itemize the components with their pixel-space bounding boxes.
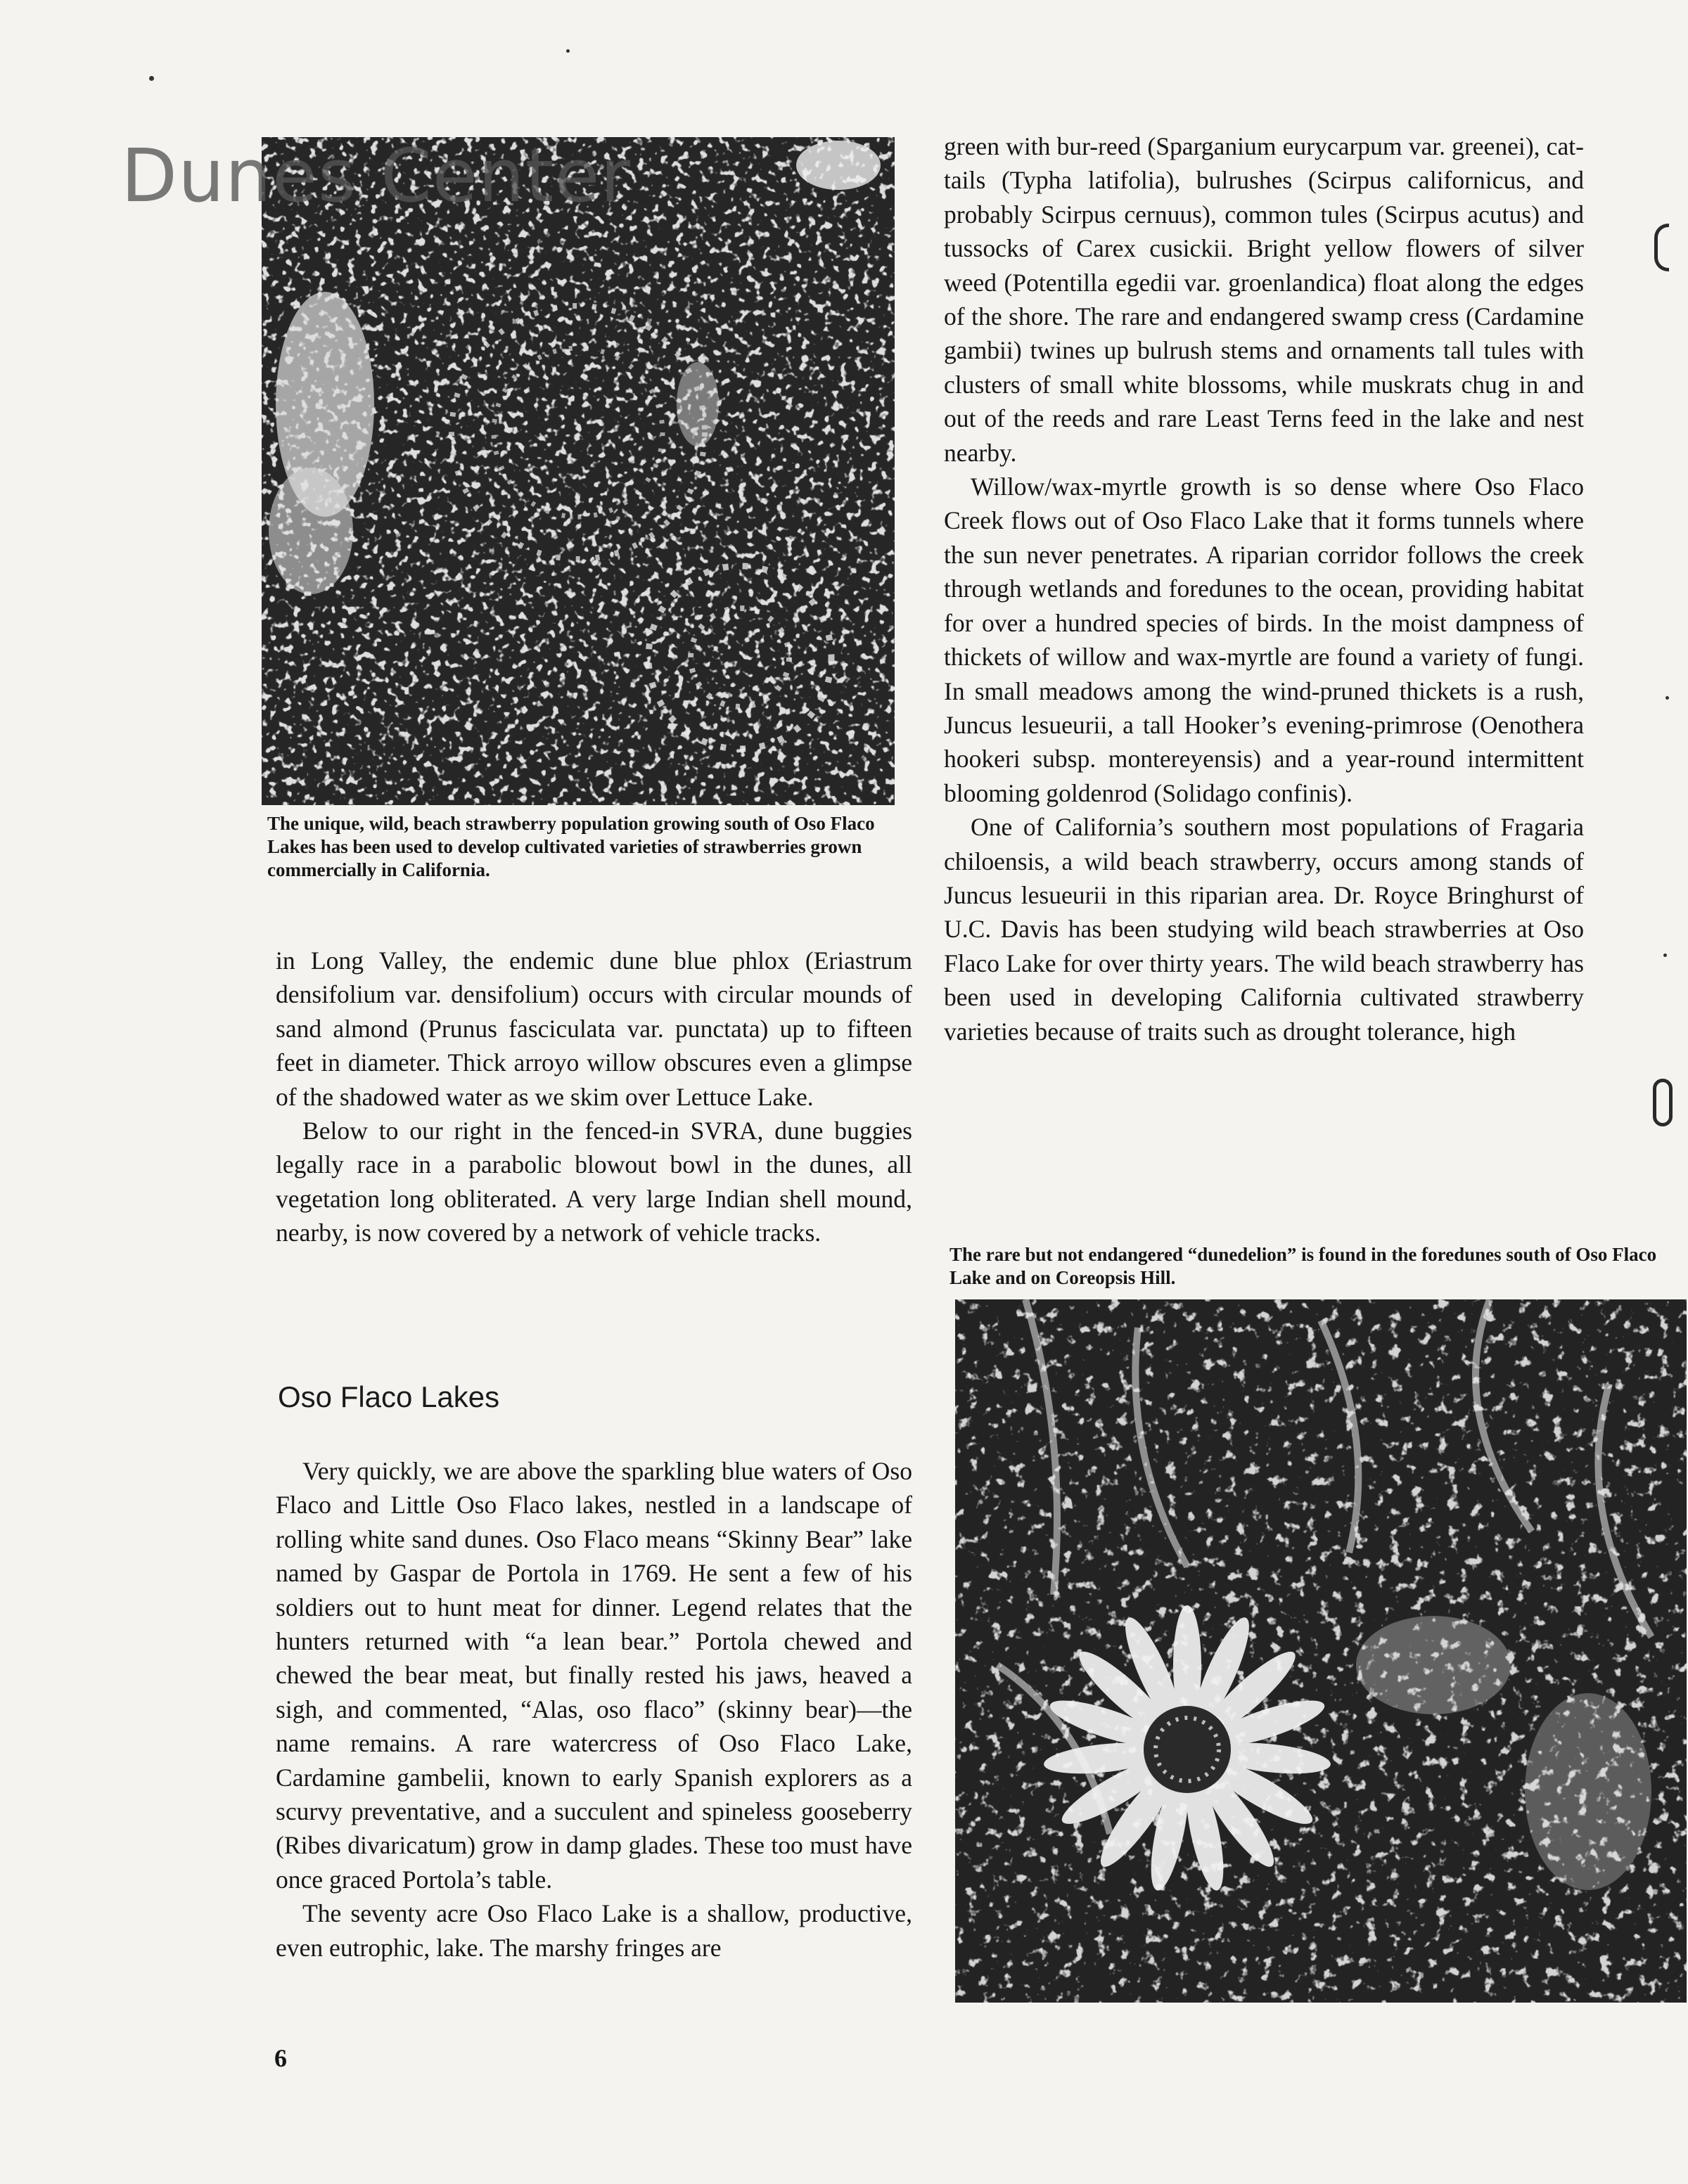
dunedelion-photo-caption: The rare but not endangered “dunedelion” is found in the foredunes south of Oso Flaco Lake and on Coreopsis Hill.	[950, 1244, 1657, 1288]
strawberry-photo-image	[262, 137, 895, 805]
left-paragraph-2: Below to our right in the fenced-in SVRA, dune buggies legally race in a parabolic blowout bowl in the dunes, all vegetation long obliterated. A very large Indian shell mound, nearby, is now covered by a network of vehicle tracks.	[276, 1117, 912, 1247]
binder-hole-middle	[1653, 1079, 1673, 1126]
scan-speck	[149, 76, 154, 81]
dunedelion-photo-image	[955, 1299, 1687, 2003]
right-paragraph-2: Willow/wax-myrtle growth is so dense where Oso Flaco Creek flows out of Oso Flaco Lake that it forms tunnels where the sun never penetrates. A riparian corridor follows the creek through wetlands and foredunes to the ocean, providing habitat for over a hundred species of birds. In the moist dampness of thickets of willow and wax-myrtle are found a variety of fungi. In small meadows among the wind-pruned thickets is a rush, Juncus lesueurii, a tall Hooker’s evening-primrose (Oenothera hookeri subsp. montereyensis) and a year-round intermittent blooming goldenrod (Solidago confinis).	[944, 473, 1584, 807]
left-column-bottom	[276, 1454, 912, 1965]
strawberry-photo-caption: The unique, wild, beach strawberry population growing south of Oso Flaco Lakes has been used to develop cultivated varieties of strawberries grown commercially in California.	[267, 813, 875, 880]
section-heading-oso-flaco-lakes: Oso Flaco Lakes	[278, 1380, 500, 1413]
left-paragraph-1: in Long Valley, the endemic dune blue phlox (Eriastrum densifolium var. densifolium) occurs with circular mounds of sand almond (Prunus fasciculata var. punctata) up to fifteen feet in diameter. Thick arroyo willow obscures even a glimpse of the shadowed water as we skim over Lettuce Lake.	[276, 946, 912, 1111]
page-number: 6	[274, 2044, 287, 2072]
scan-speck	[566, 49, 570, 53]
right-column	[944, 129, 1584, 1048]
watermark-dunes-center: Dunes Center	[121, 133, 632, 219]
left-paragraph-4: The seventy acre Oso Flaco Lake is a shallow, productive, even eutrophic, lake. The marshy fringes are	[276, 1899, 912, 1962]
dunedelion-photo	[955, 1299, 1687, 2003]
scan-speck	[1663, 953, 1667, 957]
left-column-top	[276, 944, 912, 1250]
right-paragraph-1: green with bur-reed (Sparganium eurycarpum var. greenei), cat-tails (Typha latifolia), bulrushes (Scirpus californicus, and probably Scirpus cernuus), common tules (Scirpus acutus) and tussocks of Carex cusickii. Bright yellow flowers of silver weed (Potentilla egedii var. groenlandica) float along the edges of the shore. The rare and endangered swamp cress (Cardamine gambii) twines up bulrush stems and ornaments tall tules with clusters of small white blossoms, while muskrats chug in and out of the reeds and rare Least Terns feed in the lake and nest nearby.	[944, 132, 1584, 467]
strawberry-photo	[262, 137, 895, 805]
binder-hole-top	[1654, 224, 1669, 271]
scan-speck	[1665, 696, 1669, 700]
left-paragraph-3: Very quickly, we are above the sparkling blue waters of Oso Flaco and Little Oso Flaco lakes, nestled in a landscape of rolling white sand dunes. Oso Flaco means “Skinny Bear” lake named by Gaspar de Portola in 1769. He sent a few of his soldiers out to hunt meat for dinner. Legend relates that the hunters returned with “a lean bear.” Portola chewed and chewed the bear meat, but finally rested his jaws, heaved a sigh, and commented, “Alas, oso flaco” (skinny bear)—the name remains. A rare watercress of Oso Flaco Lake, Cardamine gambelii, known to early Spanish explorers as a scurvy preventative, and a succulent and spineless gooseberry (Ribes divaricatum) grow in damp glades. These too must have once graced Portola’s table.	[276, 1457, 912, 1894]
right-paragraph-3: One of California’s southern most populations of Fragaria chiloensis, a wild beach strawberry, occurs among stands of Juncus lesueurii in this riparian area. Dr. Royce Bringhurst of U.C. Davis has been studying wild beach strawberries at Oso Flaco Lake for over thirty years. The wild beach strawberry has been used in developing California cultivated strawberry varieties because of traits such as drought tolerance, high	[944, 813, 1584, 1046]
